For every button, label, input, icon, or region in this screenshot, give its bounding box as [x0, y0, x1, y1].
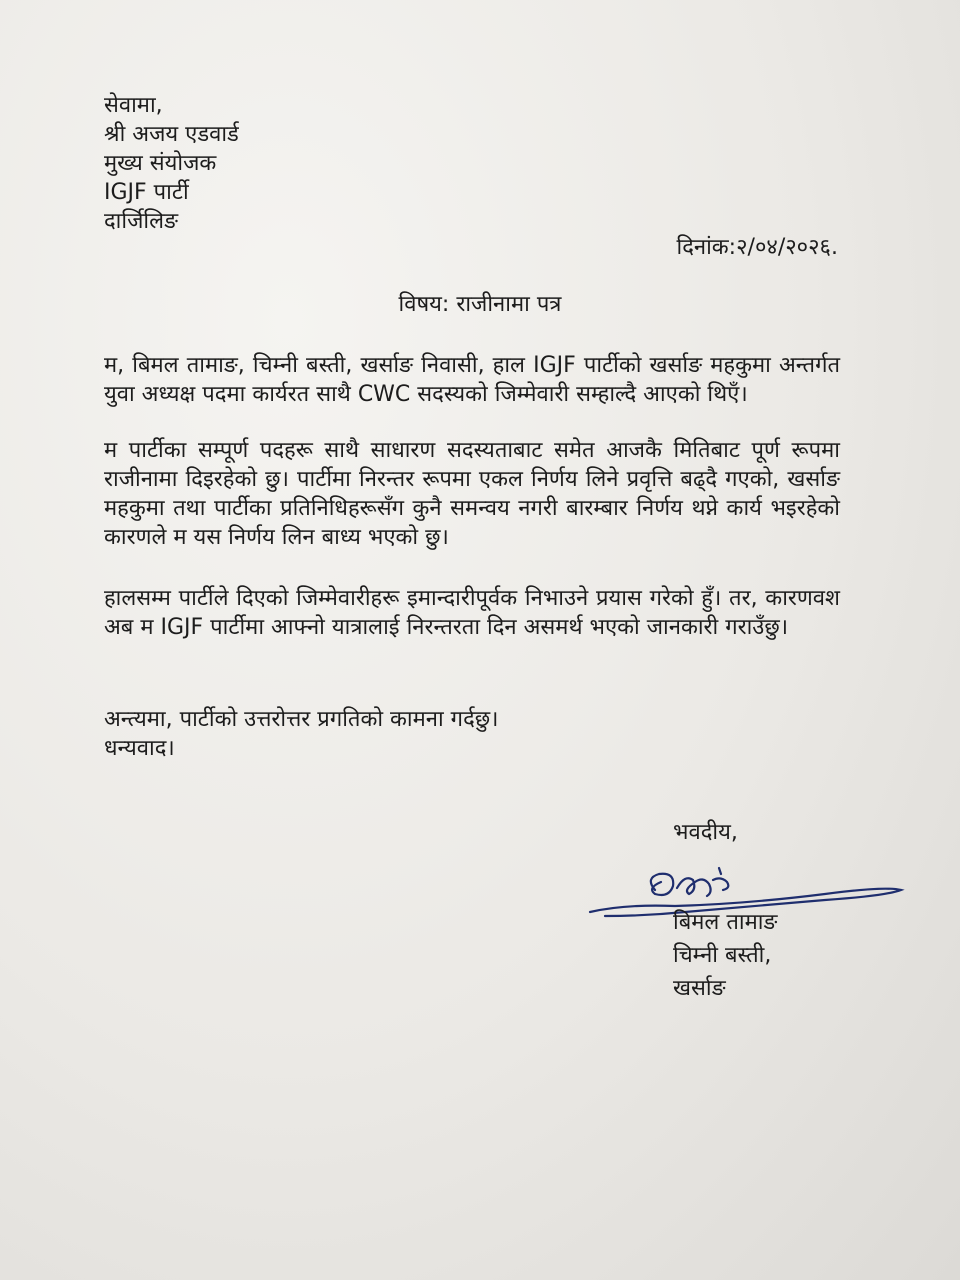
letter-subject: विषय: राजीनामा पत्र	[398, 292, 562, 317]
sender-place: चिम्नी बस्ती,	[673, 943, 772, 968]
address-line: दार्जिलिङ	[104, 209, 179, 234]
body-paragraph-1: म, बिमल तामाङ, चिम्नी बस्ती, खर्साङ निवासी, हाल IGJF पार्टीको खर्साङ महकुमा अन्तर्गत युवा अध्यक्ष पदमा कार्यरत साथै CWC सदस्यको जिम्मेवारी सम्हाल्दै आएको थिएँ।	[104, 353, 840, 407]
sender-town: खर्साङ	[673, 976, 726, 1001]
closing-wish: अन्त्यमा, पार्टीको उत्तरोत्तर प्रगतिको कामना गर्दछु।	[104, 707, 499, 732]
address-line: IGJF पार्टी	[104, 180, 189, 205]
body-paragraph-4	[104, 705, 840, 763]
closing-salutation: भवदीय,	[673, 820, 738, 845]
letter-date: दिनांक:२/०४/२०२६.	[676, 235, 838, 260]
body-paragraph-3: हालसम्म पार्टीले दिएको जिम्मेवारीहरू इमान्दारीपूर्वक निभाउने प्रयास गरेको हुँ। तर, कारणवश अब म IGJF पार्टीमा आफ्नो यात्रालाई निरन्तरता दिन असमर्थ भएको जानकारी गराउँछु।	[104, 586, 840, 640]
address-line: सेवामा,	[104, 93, 163, 118]
sender-details	[673, 908, 777, 1007]
thanks-line: धन्यवाद।	[104, 736, 175, 761]
recipient-address	[104, 91, 239, 236]
address-line: मुख्य संयोजक	[104, 151, 217, 176]
body-paragraph-2: म पार्टीका सम्पूर्ण पदहरू साथै साधारण सदस्यताबाट समेत आजकै मितिबाट पूर्ण रूपमा राजीनामा दिइरहेको छु। पार्टीमा निरन्तर रूपमा एकल निर्णय लिने प्रवृत्ति बढ्दै गएको, खर्साङ महकुमा तथा पार्टीका प्रतिनिधिहरूसँग कुनै समन्वय नगरी बारम्बार निर्णय थप्ने कार्य भइरहेको कारणले म यस निर्णय लिन बाध्य भएको छु।	[104, 438, 840, 550]
sender-name: बिमल तामाङ	[673, 910, 778, 935]
address-line: श्री अजय एडवार्ड	[104, 122, 239, 147]
